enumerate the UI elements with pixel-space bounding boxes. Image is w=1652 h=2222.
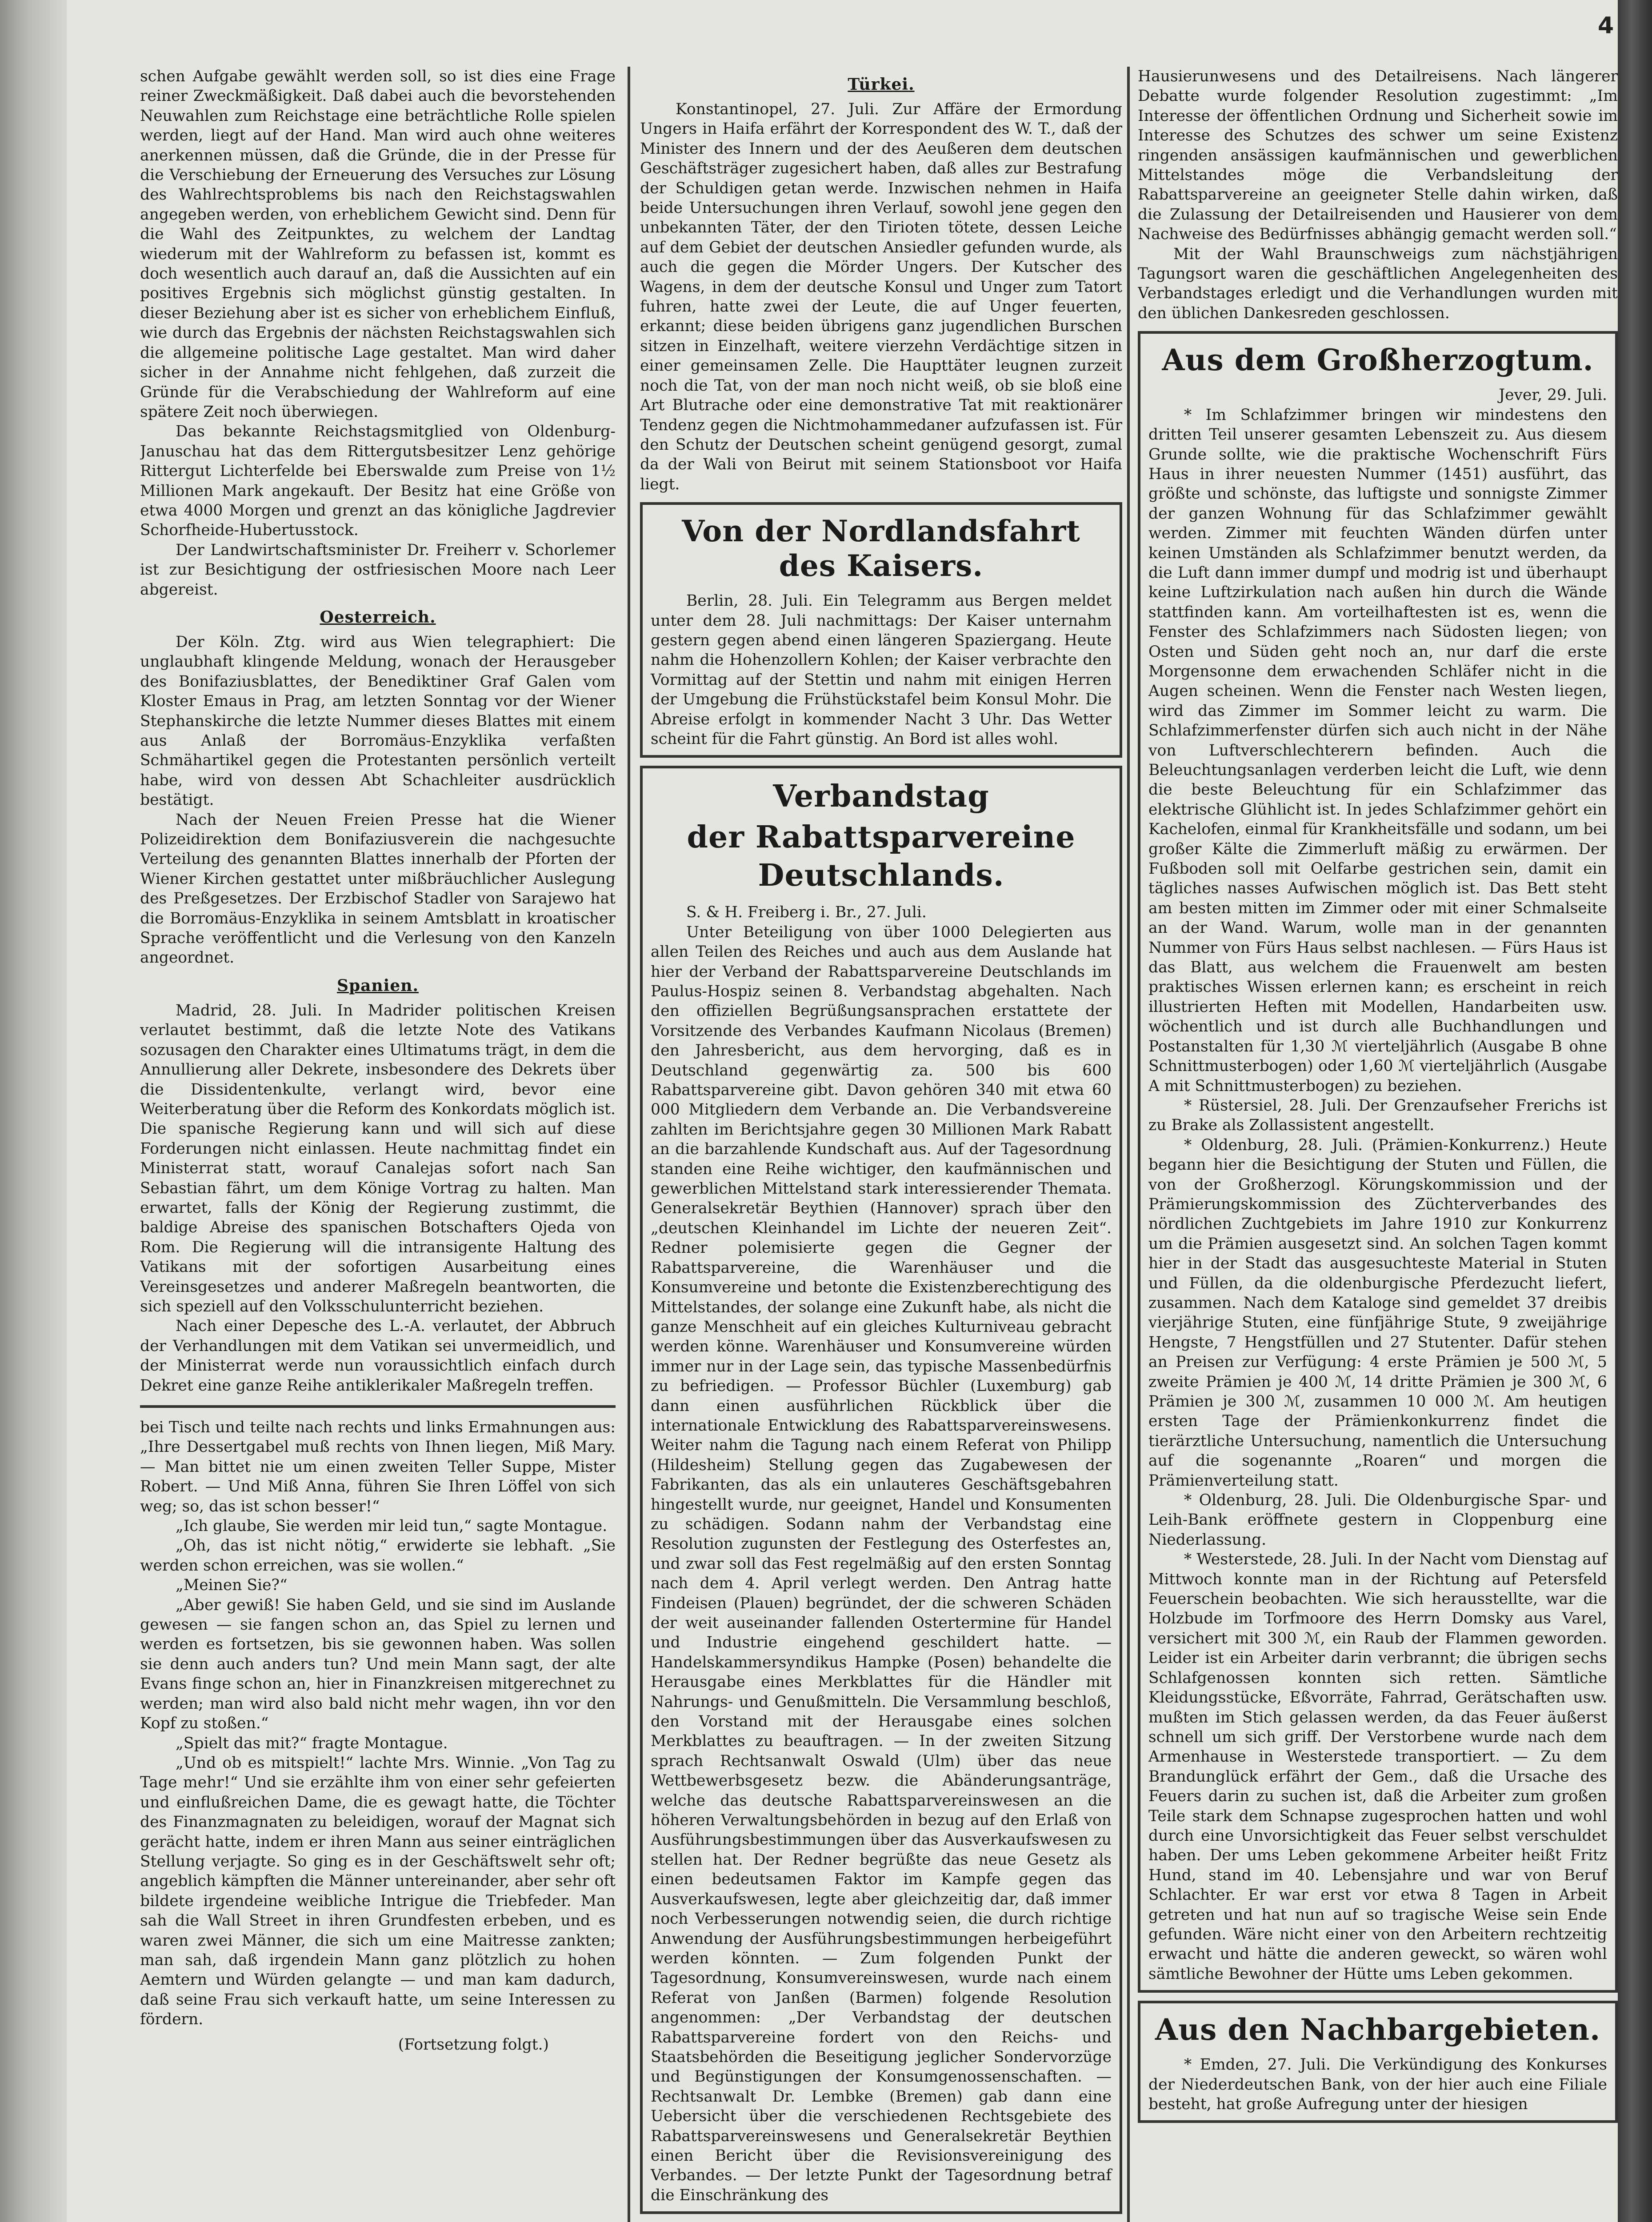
box-title-line-1: Verbandstag	[773, 779, 989, 815]
feuilleton-paragraph: „Und ob es mitspielt!“ lachte Mrs. Winnie. „Von Tag zu Tage mehr!“ Und sie erzählte ihm von einer sehr gefeierten und einflußreichen Dame, die es gewagt hatte, die Töchter des Finanzmagnaten zu beleidigen, worauf der Magnat sich gerächt hatte, indem er ihren Mann aus seiner einträglichen Stellung verjagte. So ging es in der Geschäftswelt sehr oft; angeblich kämpften die Männer untereinander, aber sehr oft bildete irgendeine weibliche Intrigue die Triebfeder. Man sah die Wall Street in ihren Grundfesten erbeben, und es waren zwei Männer, die sich um eine Maitresse zankten; man sah, daß irgendein Mann ganz plötzlich zu hohen Aemtern und Würden gelangte — und man kam dadurch, daß seine Frau sich verkauft hatte, um seine Interessen zu fördern.	[140, 1754, 616, 2029]
dateline: S. & H. Freiberg i. Br., 27. Juli.	[686, 903, 927, 922]
box-title: Aus den Nachbargebieten.	[1155, 2012, 1601, 2047]
feuilleton-paragraph: „Oh, das ist nicht nötig,“ erwiderte sie lebhaft. „Sie werden schon erreichen, was sie wollen.“	[140, 1537, 616, 1575]
page-binding-edge	[0, 0, 67, 2222]
feuilleton-paragraph: „Ich glaube, Sie werden mir leid tun,“ sagte Montague.	[176, 1517, 608, 1535]
article-box-verbandstag	[640, 766, 1122, 2214]
article-paragraph: Der Köln. Ztg. wird aus Wien telegraphiert: Die unglaubhaft klingende Meldung, wonach der Herausgeber des Bonifaziusblattes, der Benediktiner Graf Galen vom Kloster Emaus in Prag, am letzten Sonntag vor der Wiener Stephanskirche die letzte Nummer dieses Blattes mit einem aus Anlaß der Borromäus-Enzyklika verfaßten Schmähartikel gegen die Protestanten persönlich verteilt habe, wird von dessen Abt Schachleiter ausdrücklich bestätigt.	[140, 633, 616, 809]
section-heading-tuerkei: Türkei.	[848, 75, 915, 94]
article-paragraph: Unter Beteiligung von über 1000 Delegierten aus allen Teilen des Reiches und auch aus dem Auslande hat hier der Verband der Rabattsparvereine Deutschlands im Paulus-Hospiz seinen 8. Verbandstag abgehalten. Nach den offiziellen Begrüßungsansprachen erstattete der Vorsitzende des Verbandes Kaufmann Nicolaus (Bremen) den Jahresbericht, aus dem hervorging, daß es in Deutschland gegenwärtig za. 500 bis 600 Rabattsparvereine gibt. Davon gehören 340 mit etwa 60 000 Mitgliedern dem Verbande an. Die Verbandsvereine zahlten im Berichtsjahre gegen 30 Millionen Mark Rabatt an die barzahlende Kundschaft aus. Auf der Tagesordnung standen eine Reihe wichtiger, den kaufmännischen und gewerblichen Mittelstand stark interessierender Themata. Generalsekretär Beythien (Hannover) sprach über den „deutschen Kleinhandel im Lichte der neueren Zeit“. Redner polemisierte gegen die Gegner der Rabattsparvereine, die Warenhäuser und die Konsumvereine und betonte die Existenzberechtigung des Mittelstandes, der solange eine Zukunft habe, als nicht die ganze Menschheit auf ein gleiches Kulturniveau gebracht werden könne. Warenhäuser und Konsumvereine würden immer nur in der Lage sein, das typische Massenbedürfnis zu befriedigen. — Professor Büchler (Luxemburg) gab dann einen ausführlichen Rückblick über die internationale Entwicklung des Rabattsparvereinswesens. Weiter nahm die Tagung nach einem Referat von Philipp (Hildesheim) Stellung gegen das Zugabewesen der Fabrikanten, das als ein unlauteres Geschäftsgebahren hingestellt wurde, nur geeignet, Handel und Konsumenten zu schädigen. Sodann nahm der Verbandstag eine Resolution zugunsten der Festlegung des Osterfestes an, und zwar soll das Fest regelmäßig auf den ersten Sonntag nach dem 4. April verlegt werden. Den Antrag hatte Findeisen (Plauen) begründet, der die schweren Schäden der weit auseinander fallenden Ostertermine für Handel und Industrie eingehend geschildert hatte. — Handelskammersyndikus Hampke (Posen) behandelte die Herausgabe eines Merkblattes für die Händler mit Nahrungs- und Genußmitteln. Die Versammlung beschloß, den Vorstand mit der Herausgabe eines solchen Merkblattes zu beauftragen. — In der zweiten Sitzung sprach Rechtsanwalt Oswald (Ulm) über das neue Wettbewerbsgesetz bezw. die Abänderungsanträge, welche das deutsche Rabattsparvereinswesen an die höheren Verwaltungsbehörden in bezug auf den Erlaß von Ausführungsbestimmungen über das Ausverkaufswesen zu stellen hat. Der Redner begrüßte das neue Gesetz als einen bedeutsamen Faktor im Kampfe gegen das Ausverkaufswesen, legte aber gleichzeitig dar, daß immer noch Verbesserungen notwendig seien, die durch richtige Anwendung der Ausführungsbestimmungen herbeigeführt werden könnten. — Zum folgenden Punkt der Tagesordnung, Konsumvereinswesen, wurde nach einem Referat von Janßen (Barmen) folgende Resolution angenommen: „Der Verbandstag der deutschen Rabattsparvereine fordert von den Reichs- und Staatsbehörden die Beseitigung jeglicher Sondervorzüge und Begünstigungen der Konsumgenossenschaften. — Rechtsanwalt Dr. Lembke (Bremen) gab dann eine Uebersicht über die verschiedenen Rechtsgebiete des Rabattsparvereinswesens und Generalsekretär Beythien einen Bericht über die Revisionsvereinigung des Verbandes. — Der letzte Punkt der Tagesordnung betraf die Einschränkung des	[651, 923, 1112, 2204]
section-heading-oesterreich: Oesterreich.	[320, 607, 436, 627]
article-paragraph: Nach der Neuen Freien Presse hat die Wiener Polizeidirektion dem Bonifaziusverein die nachgesuchte Verteilung des genannten Blattes innerhalb der Pforten der Wiener Kirchen gestattet unter mißbräuchlicher Auslegung des Preßgesetzes. Der Erzbischof Stadler von Sarajewo hat die Borromäus-Enzyklika in seinem Amtsblatt in kroatischer Sprache veröffentlicht und die Verlesung von den Kanzeln angeordnet.	[140, 811, 616, 967]
book-edge-shadow	[1618, 0, 1652, 2222]
feuilleton-paragraph: bei Tisch und teilte nach rechts und links Ermahnungen aus: „Ihre Dessertgabel muß rechts von Ihnen liegen, Miß Mary. — Man bittet nie um einen zweiten Teller Suppe, Mister Robert. — Und Miß Anna, führen Sie Ihren Löffel von sich weg; so, das ist schon besser!“	[140, 1419, 616, 1515]
article-paragraph: * Westerstede, 28. Juli. In der Nacht vom Dienstag auf Mittwoch konnte man in der Richtung auf Petersfeld Feuerschein beobachten. Wie sich herausstellte, war die Holzbude im Torfmoore des Herrn Domsky aus Varel, versichert mit 300 ℳ, ein Raub der Flammen geworden. Leider ist ein Arbeiter darin verbrannt; die übrigen sechs Schlafgenossen konnten sich retten. Sämtliche Kleidungsstücke, Eßvorräte, Fahrrad, Gerätschaften usw. mußten im Stich gelassen werden, da das Feuer äußerst schnell um sich griff. Der Verstorbene wurde nach dem Armenhause in Westerstede transportiert. — Zu dem Brandunglück erfährt der Gem., daß die Ursache des Feuers darin zu suchen ist, daß die Arbeiter zum großen Teile stark dem Schnapse zugesprochen hatten und wohl durch eine Unvorsichtigkeit das Feuer selbst verschuldet haben. Der ums Leben gekommene Arbeiter heißt Fritz Hund, stand im 40. Lebensjahre und war von Beruf Schlachter. Er war erst vor etwa 8 Tagen in Arbeit getreten und hat nun auf so tragische Weise sein Ende gefunden. Wäre nicht einer von den Arbeitern rechtzeitig erwacht und hätte die anderen geweckt, so wären wohl sämtliche Bewohner der Hütte ums Leben gekommen.	[1148, 1551, 1607, 1983]
box-title-line-2: der Rabattsparvereine Deutschlands.	[687, 819, 1076, 894]
column-1	[140, 67, 616, 2222]
article-paragraph: Madrid, 28. Juli. In Madrider politischen Kreisen verlautet bestimmt, daß die letzte Note des Vatikans sozusagen den Charakter eines Ultimatums trägt, in dem die Annullierung aller Dekrete, insbesondere des Dekrets über die Dissidentenkulte, verlangt wird, bevor eine Weiterberatung über die Reform des Konkordats möglich ist. Die spanische Regierung kann und will sich auf diese Forderungen nicht einlassen. Heute nachmittag findet ein Ministerrat statt, worauf Canalejas sofort nach San Sebastian fährt, um dem Könige Vortrag zu halten. Man erwartet, falls der König der Regierung zustimmt, die baldige Abreise des spanischen Botschafters Ojeda von Rom. Die Regierung will die intransigente Haltung des Vatikans mit der sofortigen Ausarbeitung eines Vereinsgesetzes und anderer Maßregeln beantworten, die sich speziell auf den Volksschulunterricht beziehen.	[140, 1001, 616, 1315]
article-paragraph: * Emden, 27. Juli. Die Verkündigung des Konkurses der Niederdeutschen Bank, von der hier auch eine Filiale besteht, hat große Aufregung unter der hiesigen	[1148, 2056, 1607, 2113]
box-title: Aus dem Großherzogtum.	[1162, 343, 1594, 378]
column-divider-2	[1127, 67, 1130, 2222]
column-divider-1	[628, 67, 630, 2222]
article-paragraph: * Im Schlafzimmer bringen wir mindestens den dritten Teil unserer gesamten Lebenszeit zu. Aus diesem Grunde sollte, wie die praktische Wochenschrift Fürs Haus in ihrer neuesten Nummer (1451) ausführt, das größte und schönste, das luftigste und sonnigste Zimmer der ganzen Wohnung für das Schlafzimmer gewählt werden. Zimmer mit feuchten Wänden dürfen unter keinen Umständen als Schlafzimmer benutzt werden, da die Luft dann immer dumpf und modrig ist und überhaupt keine Luftzirkulation nach außen hin durch die Wände stattfinden kann. Am vorteilhaftesten ist es, wenn die Fenster des Schlafzimmers nach Südosten liegen; von Osten und Süden geht noch an, nur darf die erste Morgensonne dem erwachenden Schläfer nicht in die Augen scheinen. Wenn die Fenster nach Westen liegen, wird das Zimmer im Sommer leicht zu warm. Die Schlafzimmerfenster dürfen sich auch nicht in der Nähe von Luftverschlechterern befinden. Auch die Beleuchtungsanlagen verderben leicht die Luft, wie denn die beste Beleuchtung für ein Schlafzimmer das elektrische Glühlicht ist. In jedes Schlafzimmer gehört ein Kachelofen, einmal für Krankheitsfälle und sodann, um bei großer Kälte die Zimmerluft mäßig zu erwärmen. Der Fußboden soll mit Oelfarbe gestrichen sein, damit ein tägliches nasses Aufwischen möglich ist. Das Bett steht am besten mitten im Zimmer oder mit einer Schmalseite an der Wand. Warum, wolle man in der genannten Nummer von Fürs Haus selbst nachlesen. — Fürs Haus ist das Blatt, aus welchem die Frauenwelt am besten praktisches Wissen erlernen kann; es erscheint in reich illustrierten Heften mit Modellen, Handarbeiten usw. wöchentlich und ist durch alle Buchhandlungen und Postanstalten für 1,30 ℳ vierteljährlich (Ausgabe B ohne Schnittmusterbogen) oder 1,60 ℳ vierteljährlich (Ausgabe A mit Schnittmusterbogen) zu beziehen.	[1148, 406, 1607, 1095]
article-box-nachbargebiete	[1138, 2001, 1618, 2123]
box-title: Von der Nordlandsfahrt des Kaisers.	[682, 514, 1080, 583]
article-paragraph: * Oldenburg, 28. Juli. Die Oldenburgische Spar- und Leih-Bank eröffnete gestern in Cloppenburg eine Niederlassung.	[1148, 1491, 1607, 1549]
feuilleton-divider	[140, 1405, 616, 1408]
article-paragraph: Der Landwirtschaftsminister Dr. Freiherr v. Schorlemer ist zur Besichtigung der ostfriesischen Moore nach Leer abgereist.	[140, 541, 616, 599]
article-box-grossherzogtum	[1138, 331, 1618, 1993]
continued-note: (Fortsetzung folgt.)	[398, 2035, 549, 2054]
column-2	[640, 67, 1122, 2222]
article-paragraph: * Oldenburg, 28. Juli. (Prämien-Konkurrenz.) Heute begann hier die Besichtigung der Stuten und Füllen, die von der Großherzogl. Körungskommission und der Prämierungskommission des Züchterverbandes des nördlichen Zuchtgebiets im Jahre 1910 zur Konkurrenz um die Prämien ausgesetzt sind. An solchen Tagen kommt hier in der Stadt das ausgesuchteste Material in Stuten und Füllen, da die oldenburgische Pferdezucht liefert, zusammen. Nach dem Kataloge sind gemeldet 37 dreibis vierjährige Stuten, eine fünfjährige Stute, 9 zweijährige Hengste, 7 Hengstfüllen und 27 Stutenter. Dafür stehen an Preisen zur Verfügung: 4 erste Prämien je 500 ℳ, 5 zweite Prämien je 400 ℳ, 14 dritte Prämien je 300 ℳ, 6 Prämien je 300 ℳ, zusammen 10 000 ℳ. Am heutigen ersten Tage der Prämienkonkurrenz findet die tierärztliche Untersuchung, namentlich die Untersuchung auf die sogenannte „Roaren“ und morgen die Prämienverteilung statt.	[1148, 1136, 1607, 1490]
article-paragraph: Mit der Wahl Braunschweigs zum nächstjährigen Tagungsort waren die geschäftlichen Angelegenheiten des Verbandstages erledigt und die Verhandlungen wurden mit den üblichen Dankesreden geschlossen.	[1138, 245, 1618, 322]
feuilleton-paragraph: „Meinen Sie?“	[176, 1576, 288, 1595]
dateline: Jever, 29. Juli.	[1499, 386, 1607, 404]
article-paragraph: Nach einer Depesche des L.-A. verlautet, der Abbruch der Verhandlungen mit dem Vatikan sei unvermeidlich, und der Ministerrat werde nun voraussichtlich einfach durch Dekret eine ganze Reihe antiklerikaler Maßregeln treffen.	[140, 1317, 616, 1395]
feuilleton-paragraph: „Spielt das mit?“ fragte Montague.	[176, 1734, 448, 1752]
page-number: 4	[1598, 12, 1614, 39]
article-paragraph: schen Aufgabe gewählt werden soll, so ist dies eine Frage reiner Zweckmäßigkeit. Daß dabei auch die bevorstehenden Neuwahlen zum Reichstage eine beträchtliche Rolle spielen werden, liegt auf der Hand. Man wird auch ohne weiteres anerkennen müssen, daß die Gründe, die in der Presse für die Verschiebung der Erneuerung des Versuches zur Lösung des Wahlrechtsproblems bis nach den Reichstagswahlen angegeben werden, von erheblichem Gewicht sind. Denn für die Wahl des Zeitpunktes, zu welchem der Landtag wiederum mit der Wahlreform zu befassen ist, kommt es doch wesentlich auch darauf an, daß die Aussichten auf ein positives Ergebnis sich möglichst günstig gestalten. In dieser Beziehung aber ist es sicher von erheblichem Einfluß, wie durch das Ergebnis der nächsten Reichstagswahlen sich die allgemeine politische Lage gestaltet. Man wird daher sicher in der Annahme nicht fehlgehen, daß zurzeit die Gründe für die Verabschiedung der Wahlreform auf eine spätere Zeit noch überwiegen.	[140, 68, 616, 421]
article-paragraph: Berlin, 28. Juli. Ein Telegramm aus Bergen meldet unter dem 28. Juli nachmittags: Der Kaiser unternahm gestern gegen abend einen längeren Spaziergang. Heute nahm die Hohenzollern Kohlen; der Kaiser verbrachte den Vormittag auf der Stettin und nahm mit einigen Herren der Umgebung die Frühstückstafel beim Konsul Mohr. Die Abreise erfolgt in kommender Nacht 3 Uhr. Das Wetter scheint für die Fahrt günstig. An Bord ist alles wohl.	[651, 592, 1112, 748]
section-heading-spanien: Spanien.	[337, 976, 419, 995]
feuilleton-paragraph: „Aber gewiß! Sie haben Geld, und sie sind im Auslande gewesen — sie fangen schon an, das Spiel zu lernen und werden es fortsetzen, bis sie gewonnen haben. Was sollen sie denn auch anders tun? Und mein Mann sagt, der alte Evans finge schon an, hier in Finanzkreisen mitgerechnet zu werden; man wird also bald nicht mehr wagen, ihn vor den Kopf zu stoßen.“	[140, 1596, 616, 1733]
article-paragraph: Hausierunwesens und des Detailreisens. Nach längerer Debatte wurde folgender Resolution zugestimmt: „Im Interesse der öffentlichen Ordnung und Sicherheit sowie im Interesse des Schutzes des schwer um seine Existenz ringenden ansässigen kaufmännischen und gewerblichen Mittelstandes möge die Verbandsleitung der Rabattsparvereine an geeigneter Stelle dahin wirken, daß die Zulassung der Detailreisenden und Hausierer von dem Nachweise des Bedürfnisses abhängig gemacht werden soll.“	[1138, 68, 1618, 244]
column-3	[1138, 67, 1618, 2209]
article-paragraph: Das bekannte Reichstagsmitglied von Oldenburg-Januschau hat das dem Rittergutsbesitzer Lenz gehörige Rittergut Lichterfelde bei Eberswalde zum Preise von 1½ Millionen Mark angekauft. Der Besitz hat eine Größe von etwa 4000 Morgen und grenzt an das königliche Jagdrevier Schorfheide-Hubertusstock.	[140, 423, 616, 540]
article-paragraph: * Rüstersiel, 28. Juli. Der Grenzaufseher Frerichs ist zu Brake als Zollassistent angestellt.	[1148, 1096, 1607, 1135]
article-box-nordlandsfahrt	[640, 502, 1122, 758]
article-paragraph: Konstantinopel, 27. Juli. Zur Affäre der Ermordung Ungers in Haifa erfährt der Korrespondent des W. T., daß der Minister des Innern und der des Aeußeren dem deutschen Geschäftsträger zugesichert haben, daß alles zur Bestrafung der Schuldigen getan werde. Inzwischen nehmen in Haifa beide Untersuchungen ihren Verlauf, sowohl jene gegen den unbekannten Täter, der den Tirioten tötete, dessen Leiche auf dem Gebiet der deutschen Ansiedler gefunden wurde, als auch die gegen die Mörder Ungers. Der Kutscher des Wagens, in dem der deutsche Konsul und Unger zum Tatort fuhren, hatte zwei der Leute, die auf Unger feuerten, erkannt; diese beiden übrigens ganz jugendlichen Burschen sitzen in Einzelhaft, weitere vierzehn Verdächtige sitzen in einer gemeinsamen Zelle. Die Haupttäter leugnen zurzeit noch die Tat, von der man noch nicht weiß, ob sie bloß eine Art Blutrache oder eine demonstrative Tat mit reaktionärer Tendenz gegen die Nichtmohammedaner aufzufassen ist. Für den Schutz der Deutschen scheint genügend gesorgt, zumal da der Wali von Beirut mit seinem Stationsboot vor Haifa liegt.	[640, 100, 1122, 493]
